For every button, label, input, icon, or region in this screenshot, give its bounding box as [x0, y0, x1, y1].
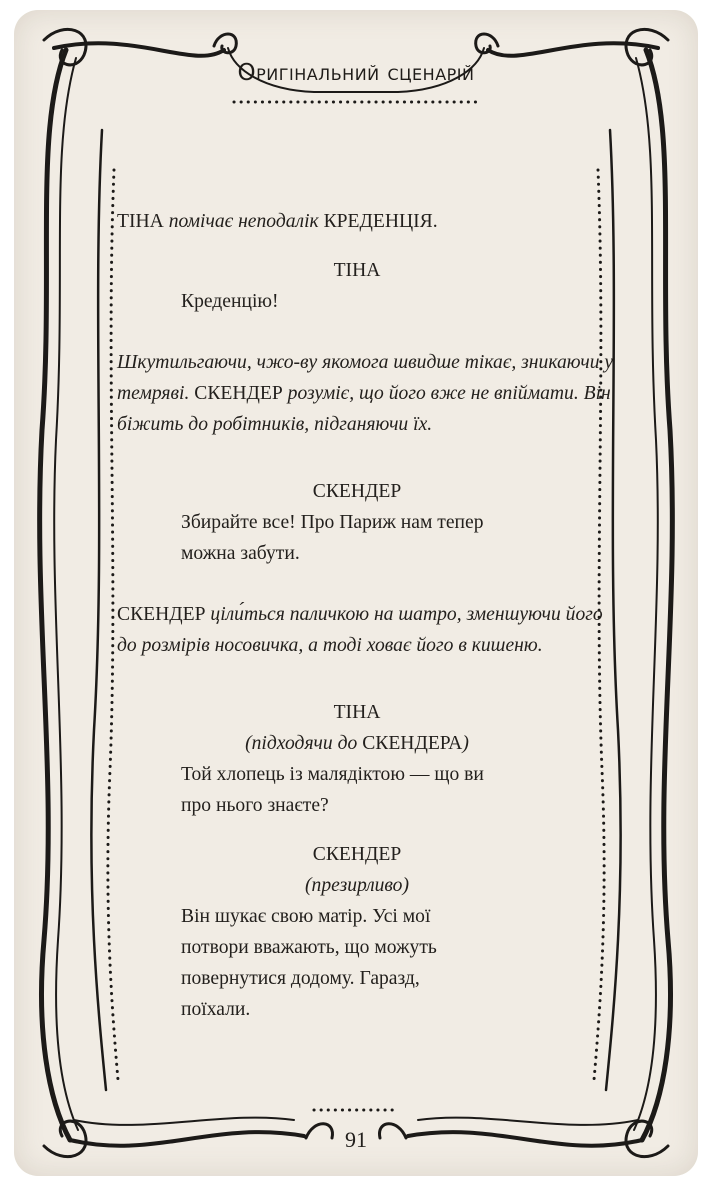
- page-number: 91: [345, 1127, 367, 1152]
- character-name: КРЕДЕНЦІЯ: [323, 211, 433, 232]
- parenthetical: [117, 728, 617, 759]
- character-name: СКЕНДЕР: [194, 383, 283, 404]
- dialogue-line: Він шукає свою матір. Усі мої потвори вважають, що можуть повернутися додому. Гаразд, поїхали.: [181, 906, 437, 1020]
- parenthetical-text: ): [462, 733, 469, 754]
- action-text: розуміє, що його вже не впіймати. Він біжить до робітників, підганяючи їх.: [117, 383, 611, 435]
- action-text: Шкутильгаючи, чжо-ву якомога швидше тікає, зникаючи у темряві.: [117, 352, 614, 404]
- screenplay-text: [117, 206, 617, 1025]
- book-page: [14, 10, 698, 1176]
- action-line-1: [117, 206, 617, 237]
- parenthetical: (презирливо): [305, 875, 409, 896]
- speaker-name: ТІНА: [333, 702, 381, 723]
- punctuation: .: [432, 211, 438, 232]
- running-header: Оригінальний сценарій: [237, 60, 475, 86]
- action-line-3: [117, 599, 617, 661]
- dialogue-line: Креденцію!: [181, 291, 279, 312]
- action-text: помічає неподалік: [163, 211, 324, 232]
- action-text: ціли́ться паличкою на шатро, зменшуючи його до розмірів носовичка, а тоді ховає його в кишеню.: [117, 604, 603, 656]
- dialogue-line: Збирайте все! Про Париж нам тепер можна забути.: [181, 512, 484, 564]
- character-name: СКЕНДЕРА: [362, 733, 463, 754]
- character-name: СКЕНДЕР: [117, 604, 206, 625]
- character-name: ТІНА: [117, 211, 164, 232]
- speaker-name: ТІНА: [333, 260, 381, 281]
- parenthetical-text: (підходячи до: [245, 733, 363, 754]
- speaker-name: СКЕНДЕР: [312, 844, 402, 865]
- dialogue-line: Той хлопець із малядіктою — що ви про нього знаєте?: [181, 764, 484, 816]
- speaker-name: СКЕНДЕР: [312, 481, 402, 502]
- action-line-2: [117, 347, 617, 440]
